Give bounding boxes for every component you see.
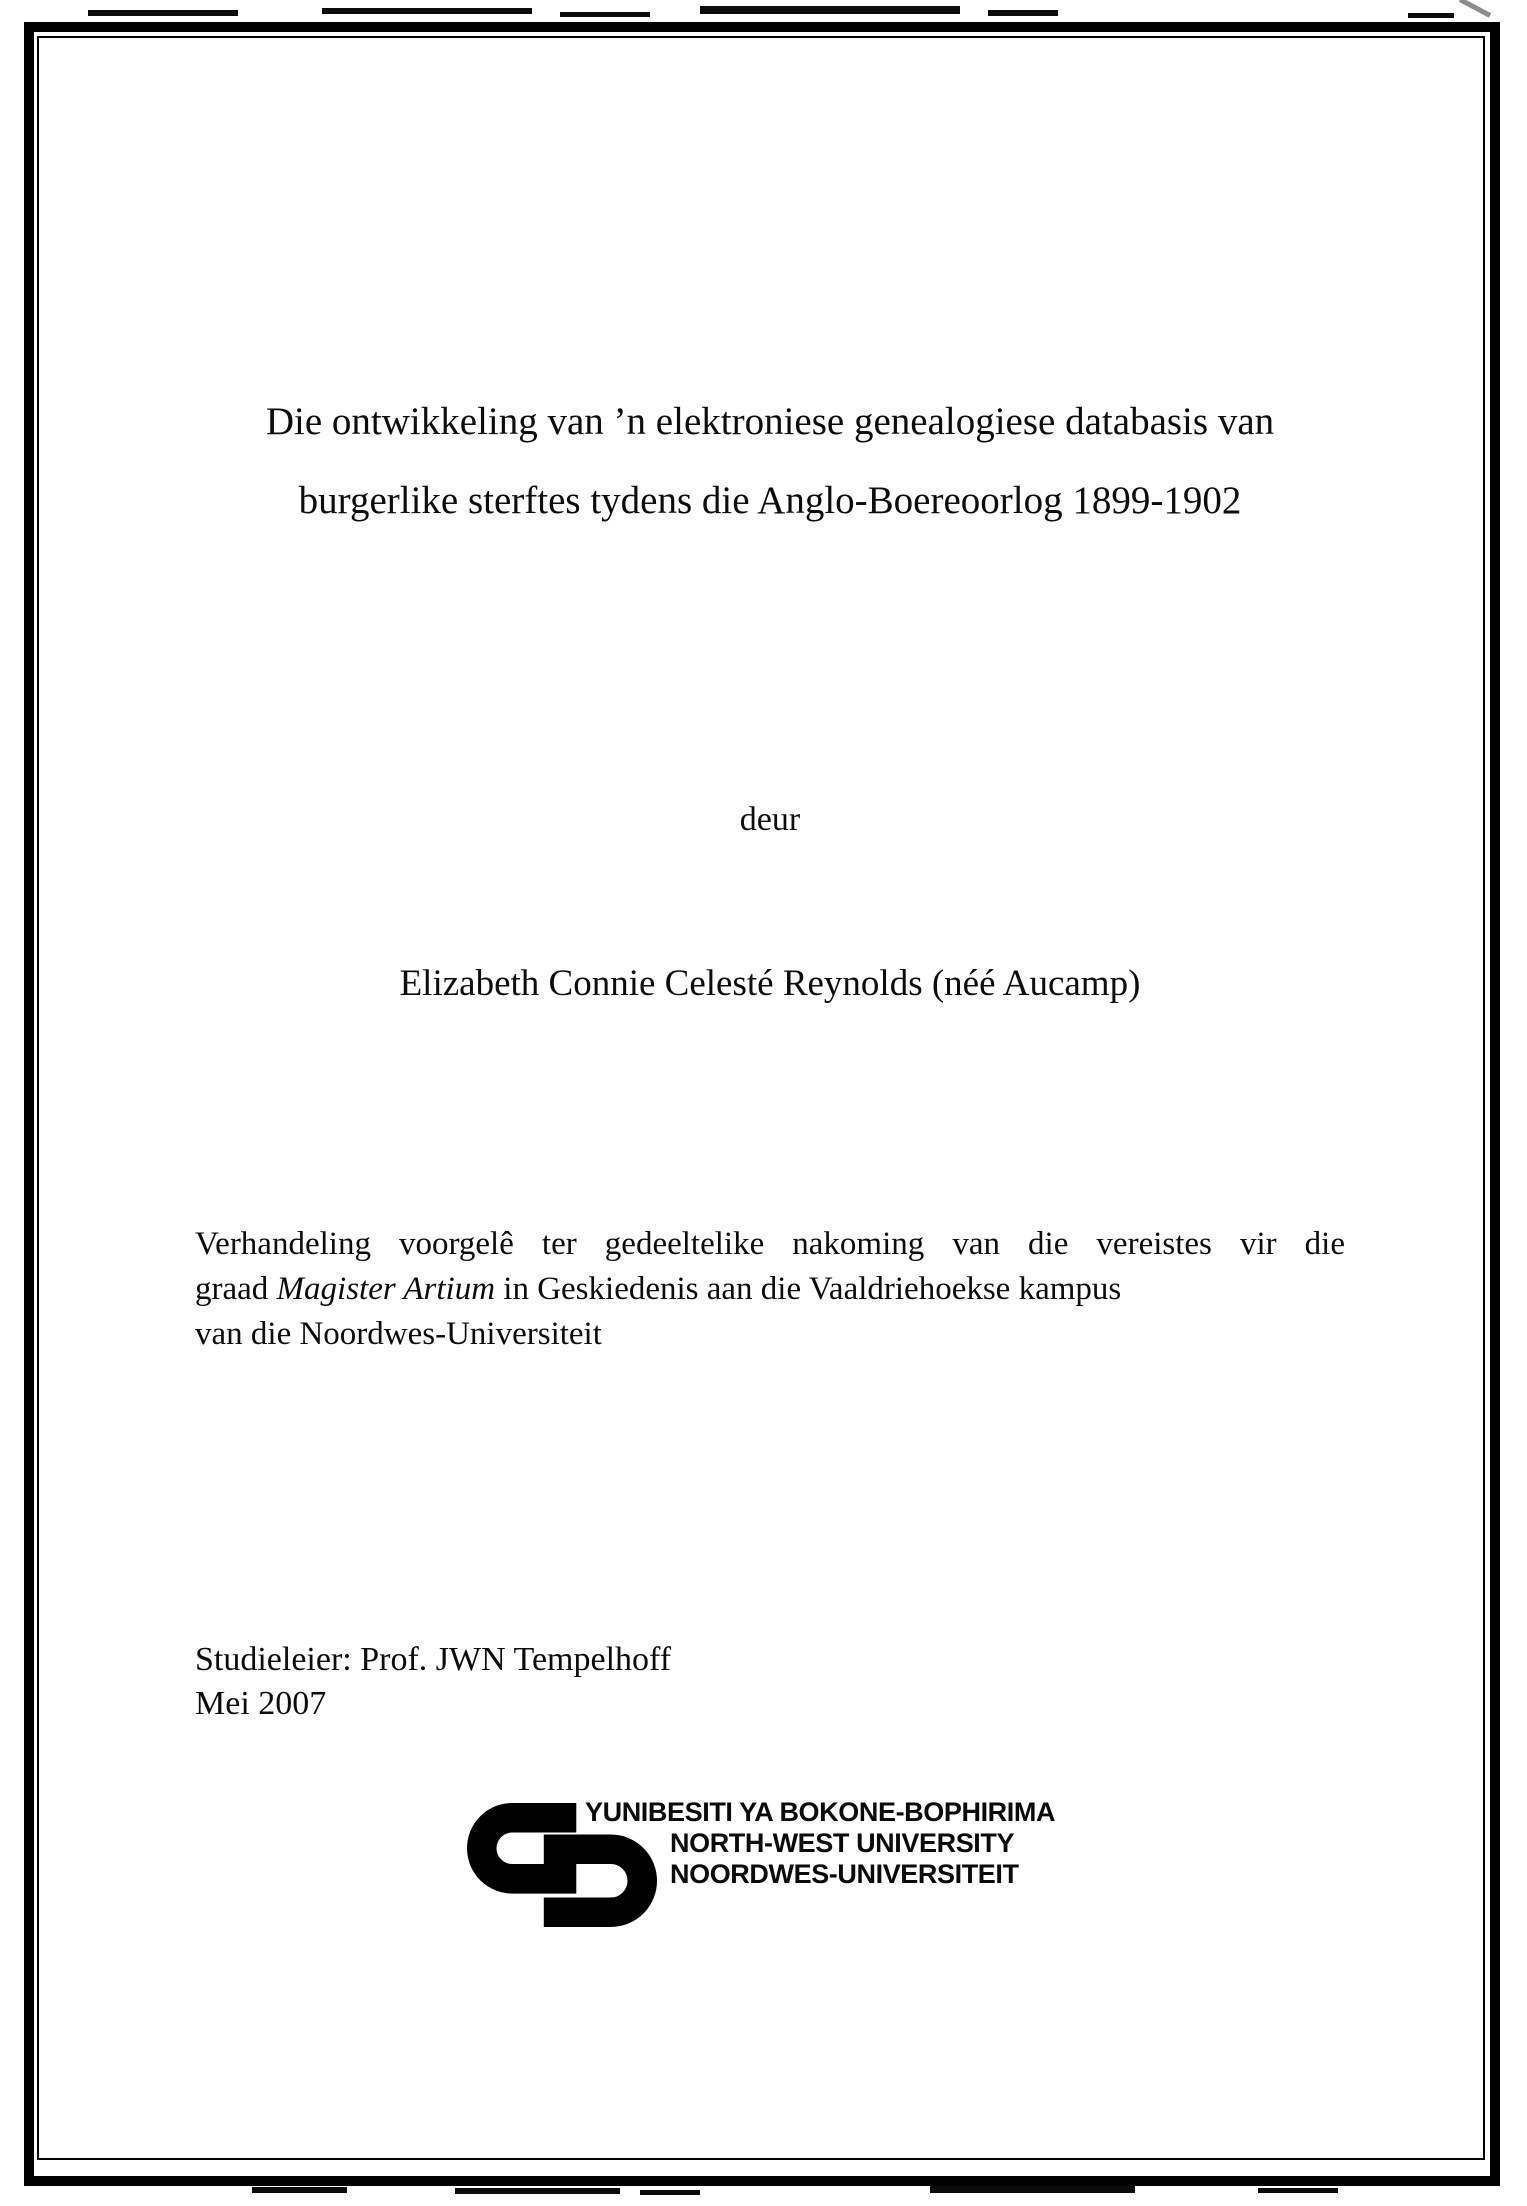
thesis-statement-line3: van die Noordwes-Universiteit — [195, 1316, 602, 1352]
logo-text-line3: NOORDWES-UNIVERSITEIT — [670, 1859, 1019, 1889]
thesis-statement — [195, 1222, 1345, 1357]
page-title-line2: burgerlike sterftes tydens die Anglo-Boereoorlog 1899-1902 — [298, 479, 1242, 522]
scan-artifact — [252, 2187, 347, 2193]
scan-artifact — [322, 8, 532, 14]
scan-artifact — [1258, 2188, 1338, 2193]
scan-artifact — [88, 10, 238, 16]
thesis-statement-line2 — [195, 1267, 1345, 1312]
statement-line2-pre: graad — [195, 1271, 277, 1307]
logo-text-line2: NORTH-WEST UNIVERSITY — [670, 1828, 1015, 1858]
scan-artifact — [640, 2190, 700, 2195]
scan-artifact — [700, 6, 960, 14]
university-logo-text — [585, 1797, 1055, 1890]
scan-artifact — [1408, 13, 1454, 18]
supervisor-line: Studieleier: Prof. JWN Tempelhoff — [195, 1641, 672, 1678]
byline-deur: deur — [739, 801, 801, 838]
author-name: Elizabeth Connie Celesté Reynolds (néé Aucamp) — [399, 963, 1141, 1004]
statement-line2-post: in Geskiedenis aan die Vaaldriehoekse kampus — [495, 1271, 1122, 1307]
scan-artifact — [1459, 0, 1491, 18]
page-title-line1: Die ontwikkeling van ’n elektroniese genealogiese databasis van — [265, 400, 1275, 443]
scan-artifact — [930, 2186, 1135, 2193]
supervisor-block — [195, 1638, 1095, 1726]
scan-artifact — [988, 10, 1058, 16]
page-title — [195, 382, 1345, 540]
degree-name-italic: Magister Artium — [276, 1271, 496, 1307]
date-line: Mei 2007 — [195, 1685, 327, 1722]
scan-artifact — [560, 12, 650, 17]
thesis-statement-line1: Verhandeling voorgelê ter gedeeltelike nakoming van die vereistes vir die — [195, 1226, 1345, 1262]
scan-artifact — [455, 2188, 620, 2194]
logo-text-line1: YUNIBESITI YA BOKONE-BOPHIRIMA — [585, 1797, 1056, 1827]
